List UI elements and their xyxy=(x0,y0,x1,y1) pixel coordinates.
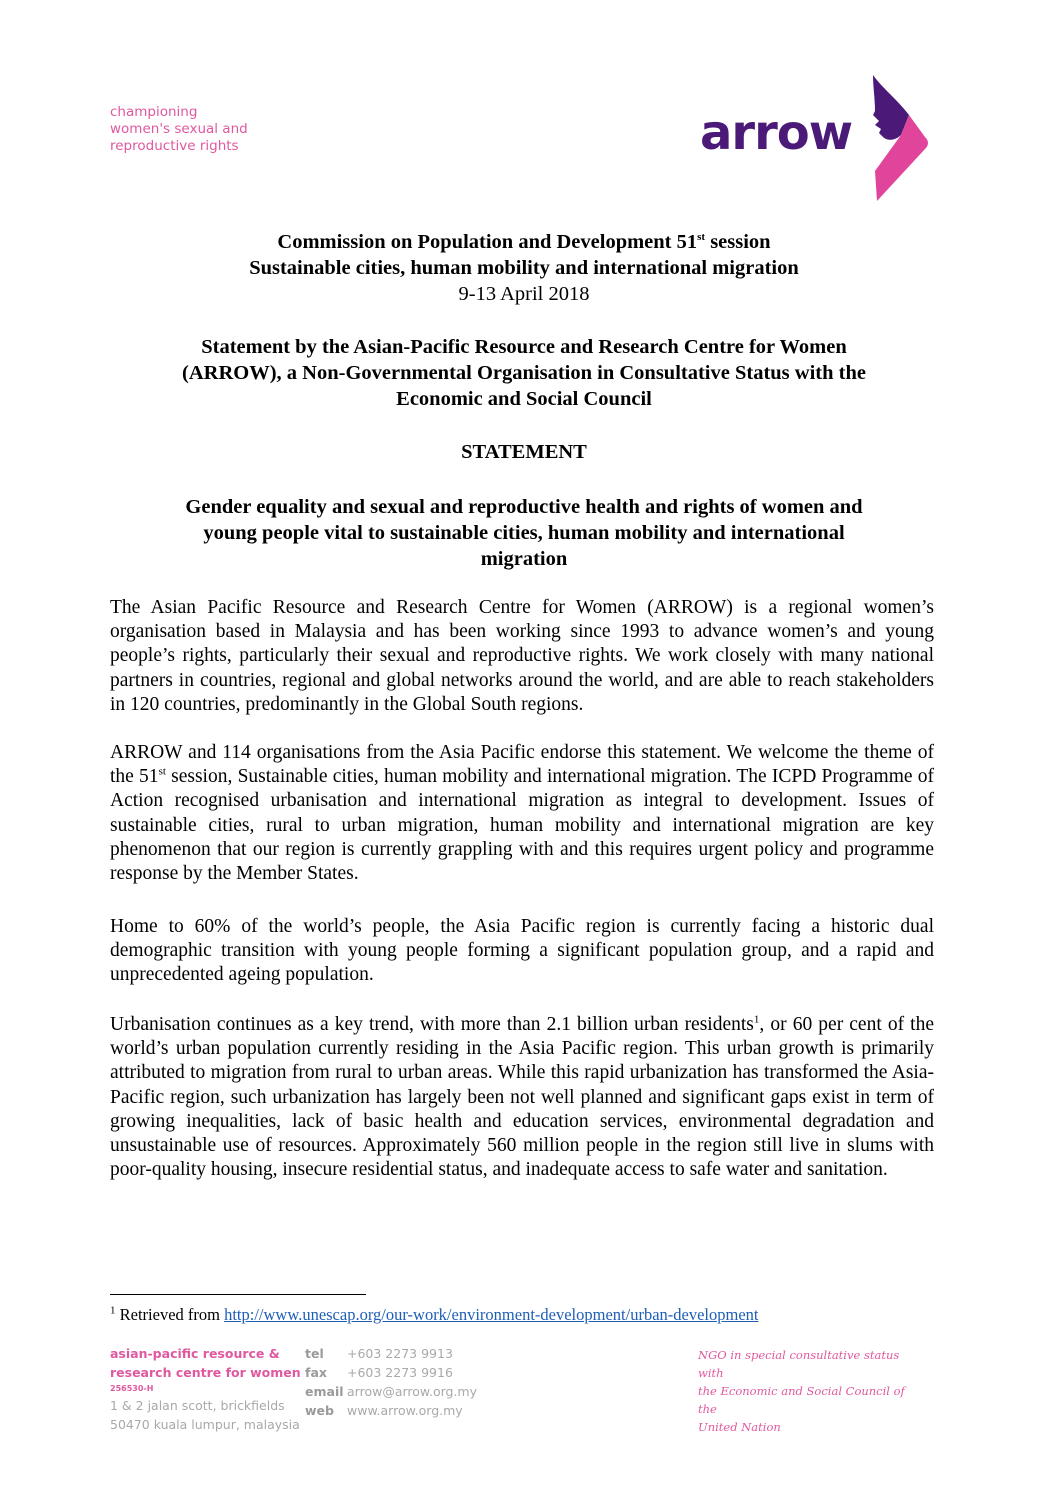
contact-label: tel xyxy=(305,1346,324,1361)
footnote-link[interactable]: http://www.unescap.org/our-work/environment-development/urban-development xyxy=(224,1305,759,1324)
org-name-line: research centre for women xyxy=(110,1365,301,1380)
statement-title-line: Gender equality and sexual and reproductive health and rights of women and xyxy=(185,496,863,518)
paragraph-4 xyxy=(110,1013,934,1182)
statement-label-block xyxy=(115,439,933,465)
statement-by-block xyxy=(115,334,933,412)
tagline-line: women's sexual and xyxy=(110,121,248,137)
ordinal-suffix: st xyxy=(158,765,166,778)
footnote-marker: 1 xyxy=(110,1304,116,1317)
paragraph-text: Home to 60% of the world’s people, the Asia Pacific region is currently facing a historic dual demographic transition with young people forming a significant population group, and a rapid and unprecedented ageing population. xyxy=(110,916,934,986)
address-line: 50470 kuala lumpur, malaysia xyxy=(110,1417,300,1432)
statement-title-line: migration xyxy=(480,548,568,570)
title-block xyxy=(115,229,933,307)
email-address: arrow@arrow.org.my xyxy=(347,1384,478,1399)
ordinal-suffix: st xyxy=(697,231,706,244)
status-line: United Nation xyxy=(698,1420,781,1434)
commission-title-text: Commission on Population and Development 51 xyxy=(277,231,698,253)
statement-title-block xyxy=(115,494,933,572)
fax-number: +603 2273 9916 xyxy=(347,1365,453,1380)
contact-label: email xyxy=(305,1384,344,1399)
status-line: NGO in special consultative status with xyxy=(698,1348,900,1380)
statement-by-line: (ARROW), a Non-Governmental Organisation in Consultative Status with the xyxy=(182,362,866,384)
address-line: 1 & 2 jalan scott, brickfields xyxy=(110,1398,285,1413)
tagline xyxy=(110,104,248,155)
session-date: 9-13 April 2018 xyxy=(458,283,590,305)
footnote-text: Retrieved from xyxy=(115,1305,225,1324)
phone-number: +603 2273 9913 xyxy=(347,1346,453,1361)
paragraph-text-part: Urbanisation continues as a key trend, with more than 2.1 billion urban residents xyxy=(110,1014,754,1035)
footer-organisation xyxy=(110,1344,301,1434)
commission-title xyxy=(115,229,933,255)
arrow-logo xyxy=(700,75,940,205)
tagline-line: reproductive rights xyxy=(110,138,239,154)
paragraph-text xyxy=(110,1013,934,1182)
status-line: the Economic and Social Council of the xyxy=(698,1384,905,1416)
paragraph-text: The Asian Pacific Resource and Research Centre for Women (ARROW) is a regional women’s organisation based in Malaysia and has been working since 1993 to advance women’s and young people’s rights, particularly their sexual and reproductive rights. We work closely with many national partners in countries, regional and global networks around the world, and are able to reach stakeholders in 120 countries, predominantly in the Global South regions. xyxy=(110,597,934,715)
footer-contacts xyxy=(305,1344,477,1420)
statement-by-line: Economic and Social Council xyxy=(396,388,652,410)
statement-title-line: young people vital to sustainable cities, human mobility and international xyxy=(203,522,845,544)
registration-number: 256530-H xyxy=(110,1384,154,1393)
logo-wordmark: arrow xyxy=(700,105,853,161)
statement-by-line: Statement by the Asian-Pacific Resource and Research Centre for Women xyxy=(201,336,847,358)
commission-title-text: session xyxy=(705,231,771,253)
consultative-status-note xyxy=(698,1346,918,1436)
website-address: www.arrow.org.my xyxy=(347,1403,463,1418)
paragraph-text-part: , or 60 per cent of the world’s urban population currently residing in the Asia Pacific region. This urban growth is primarily attributed to migration from rural to urban areas. While this rapid urbanization has transformed the Asia-Pacific region, such urbanization has largely been not well planned and significant gaps exist in term of growing inequalities, lack of basic health and education services, environmental degradation and unsustainable use of resources. Approximately 560 million people in the region still live in slums with poor-quality housing, insecure residential status, and inadequate access to safe water and sanitation. xyxy=(110,1014,935,1181)
paragraph-1 xyxy=(110,596,934,717)
paragraph-text xyxy=(110,741,934,886)
org-name-line: asian-pacific resource & xyxy=(110,1346,280,1361)
theme-title: Sustainable cities, human mobility and international migration xyxy=(249,257,799,279)
footnote-reference[interactable]: 1 xyxy=(753,1013,760,1026)
footnote-separator xyxy=(110,1294,366,1295)
paragraph-text-part: ARROW and 114 organisations from the Asia Pacific endorse this statement. We welcome the theme of the 51 xyxy=(110,742,934,788)
paragraph-text-part: session, Sustainable cities, human mobility and international migration. The ICPD Programme of Action recognised urbanisation and international migration as integral to development. Issues of sustainable cities, rural to urban migration, human mobility and international migration are key phenomenon that our region is currently grappling with and this requires urgent policy and programme response by the Member States. xyxy=(110,766,934,885)
contact-label: fax xyxy=(305,1365,327,1380)
woman-profile-arrow-icon xyxy=(865,75,935,205)
footnote xyxy=(110,1305,759,1325)
contact-label: web xyxy=(305,1403,334,1418)
paragraph-2 xyxy=(110,741,934,886)
tagline-line: championing xyxy=(110,104,198,120)
paragraph-3 xyxy=(110,915,934,988)
statement-label: STATEMENT xyxy=(461,441,587,463)
